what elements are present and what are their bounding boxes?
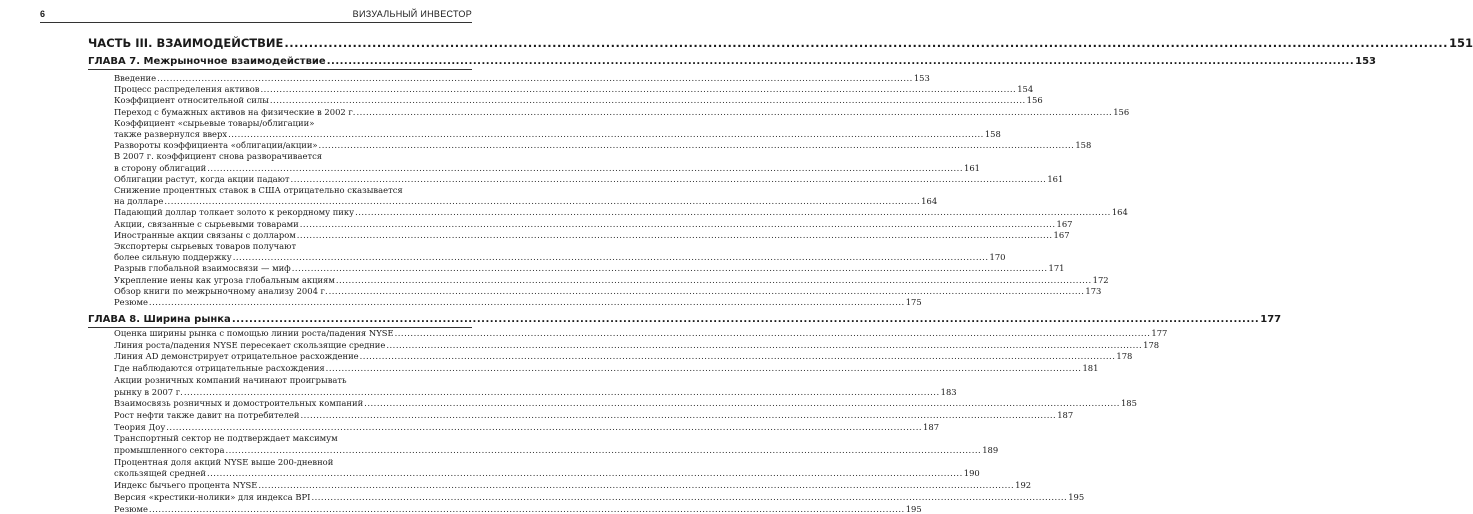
- toc-chapter-title: ГЛАВА 8. Ширина рынка: [88, 314, 231, 325]
- toc-entry-page: 153: [913, 73, 930, 83]
- toc-entry-page: 192: [1015, 480, 1032, 491]
- toc-entry: [114, 140, 1092, 151]
- toc-entry-title-continued: также развернулся вверх: [114, 129, 228, 139]
- toc-entry-title: Транспортный сектор не подтверждает максимум: [114, 433, 338, 444]
- toc-leader-dots: ...............................................................................................................................................................................................................................................: [207, 162, 964, 173]
- toc-leader-dots: ...............................................................................................................................................................................................................................................: [258, 480, 1015, 491]
- page-number: 6: [40, 9, 46, 19]
- toc-entry-page: 167: [1056, 218, 1073, 229]
- toc-entry: [114, 252, 1006, 263]
- toc-leader-dots: ...............................................................................................................................................................................................................................................: [355, 207, 1111, 218]
- toc-entry-title-continued: более сильную поддержку: [114, 252, 232, 263]
- toc-entry-title: Акции, связанные с сырьевыми товарами: [114, 218, 299, 229]
- toc-entry: [114, 480, 1032, 491]
- toc-entry-page: 189: [982, 445, 999, 455]
- toc-entry-title-continued: рынку в 2007 г.: [114, 386, 183, 397]
- toc-leader-dots: ...............................................................................................................................................................................................................................................: [157, 73, 913, 83]
- toc-leader-dots: ...............................................................................................................................................................................................................................................: [335, 274, 1092, 285]
- toc-entry-page: 158: [1075, 140, 1092, 151]
- toc-entry-title: Процесс распределения активов: [114, 84, 260, 95]
- toc-entry-title: Коэффициент «сырьевые товары/облигации»: [114, 117, 315, 128]
- toc-leader-dots: ...............................................................................................................................................................................................................................................: [284, 36, 1448, 50]
- toc-entry: [114, 196, 938, 207]
- toc-leader-dots: ...............................................................................................................................................................................................................................................: [183, 386, 940, 397]
- toc-leader-dots: ...............................................................................................................................................................................................................................................: [296, 229, 1053, 240]
- running-header: [40, 9, 472, 23]
- toc-entry-title-continued: в сторону облигаций: [114, 162, 207, 173]
- toc-entry-title: В 2007 г. коэффициент снова разворачивается: [114, 151, 323, 162]
- toc-leader-dots: ...............................................................................................................................................................................................................................................: [394, 328, 1151, 338]
- toc-entry: [114, 351, 1133, 362]
- toc-entry: [114, 409, 1074, 420]
- toc-entry-title: Резюме: [114, 503, 148, 514]
- toc-entry-page: 164: [1111, 207, 1128, 218]
- toc-entry-title: Рост нефти также давит на потребителей: [114, 409, 300, 420]
- toc-entry-page: 175: [905, 297, 922, 307]
- toc-entry: [114, 173, 1064, 184]
- toc-entry-page: 164: [921, 196, 938, 207]
- toc-leader-dots: ...............................................................................................................................................................................................................................................: [386, 339, 1143, 350]
- toc-part-title: ЧАСТЬ III. ВЗАИМОДЕЙСТВИЕ: [88, 36, 284, 50]
- toc-entry: [114, 491, 1085, 502]
- toc-entry-page: 195: [905, 503, 922, 514]
- toc-entry-page: 195: [1068, 491, 1085, 502]
- toc-entry-title: Теория Доу: [114, 421, 166, 432]
- toc-entry-page: 178: [1116, 351, 1133, 362]
- toc-leader-dots: ...............................................................................................................................................................................................................................................: [260, 84, 1017, 95]
- toc-entry-page: 172: [1092, 274, 1109, 285]
- toc-leader-dots: ...............................................................................................................................................................................................................................................: [164, 196, 921, 207]
- toc-leader-dots: ...............................................................................................................................................................................................................................................: [291, 263, 1048, 274]
- toc-leader-dots: ...............................................................................................................................................................................................................................................: [300, 409, 1057, 420]
- toc-chapter-title: ГЛАВА 7. Межрыночное взаимодействие: [88, 56, 326, 67]
- toc-entry-page: 161: [1047, 173, 1064, 184]
- toc-entry: [114, 73, 930, 83]
- toc-entry-title: Линия роста/падения NYSE пересекает скользящие средние: [114, 339, 386, 350]
- toc-chapter-8: [88, 314, 1282, 325]
- toc-entry-title: Индекс бычьего процента NYSE: [114, 480, 258, 491]
- header-rule: [40, 22, 472, 23]
- toc-entry: [114, 339, 1160, 350]
- toc-entry-title: Укрепление иены как угроза глобальным акциям: [114, 274, 335, 285]
- toc-entry-page: 185: [1120, 398, 1137, 409]
- toc-entry: [114, 263, 1065, 274]
- toc-entry-title: Иностранные акции связаны с долларом: [114, 229, 296, 240]
- toc-leader-dots: ...............................................................................................................................................................................................................................................: [299, 218, 1056, 229]
- toc-entry: [114, 229, 1070, 240]
- toc-entry-page: 158: [984, 129, 1001, 139]
- toc-leader-dots: ...............................................................................................................................................................................................................................................: [148, 503, 905, 514]
- toc-entry-title: Облигации растут, когда акции падают: [114, 173, 290, 184]
- toc-leader-dots: ...............................................................................................................................................................................................................................................: [318, 140, 1075, 151]
- toc-entry-title: Оценка ширины рынка с помощью линии роста/падения NYSE: [114, 328, 394, 338]
- toc-chapter-page: 153: [1355, 56, 1377, 67]
- toc-entry-page: 156: [1113, 106, 1130, 117]
- toc-entry-page: 154: [1017, 84, 1034, 95]
- toc-entry: [114, 162, 981, 173]
- toc-entry: [114, 285, 1102, 296]
- toc-leader-dots: ...............................................................................................................................................................................................................................................: [290, 173, 1047, 184]
- toc-entry-page: 156: [1026, 95, 1043, 106]
- toc-entry: [114, 95, 1043, 106]
- toc-entry-title: Снижение процентных ставок в США отрицательно сказывается: [114, 185, 403, 195]
- toc-leader-dots: ...............................................................................................................................................................................................................................................: [232, 252, 989, 263]
- toc-entry-title: Где наблюдаются отрицательные расхождения: [114, 363, 325, 374]
- toc-leader-dots: ...............................................................................................................................................................................................................................................: [311, 491, 1068, 502]
- toc-part-entry: [88, 36, 1473, 50]
- toc-entry-title: Падающий доллар толкает золото к рекордному пику: [114, 207, 355, 218]
- toc-entry: [114, 297, 922, 307]
- toc-entry: [114, 421, 940, 432]
- toc-entry-title-continued: промышленного сектора: [114, 445, 225, 455]
- toc-entry: [114, 445, 999, 455]
- toc-leader-dots: ...............................................................................................................................................................................................................................................: [148, 297, 905, 307]
- toc-entry-title: Резюме: [114, 297, 148, 307]
- toc-entry: [114, 207, 1128, 218]
- toc-leader-dots: ...............................................................................................................................................................................................................................................: [228, 129, 984, 139]
- toc-entry-title: Введение: [114, 73, 157, 83]
- toc-entry-page: 181: [1082, 363, 1099, 374]
- toc-entry: [114, 468, 980, 479]
- toc-entry: [114, 363, 1099, 374]
- toc-entry: [114, 398, 1137, 409]
- toc-entry-page: 171: [1048, 263, 1065, 274]
- toc-leader-dots: ...............................................................................................................................................................................................................................................: [269, 95, 1026, 106]
- toc-entry-page: 190: [963, 468, 980, 479]
- toc-chapter-7: [88, 56, 1377, 67]
- toc-entry-title: Экспортеры сырьевых товаров получают: [114, 241, 297, 251]
- toc-entry: [114, 218, 1073, 229]
- toc-leader-dots: ...............................................................................................................................................................................................................................................: [356, 106, 1113, 117]
- toc-entry-title: Переход с бумажных активов на физические в 2002 г.: [114, 106, 356, 117]
- toc-leader-dots: ...............................................................................................................................................................................................................................................: [166, 421, 923, 432]
- toc-leader-dots: ...............................................................................................................................................................................................................................................: [359, 351, 1116, 362]
- toc-leader-dots: ...............................................................................................................................................................................................................................................: [364, 398, 1120, 409]
- toc-entry-page: 167: [1053, 229, 1070, 240]
- toc-entry: [114, 84, 1034, 95]
- toc-leader-dots: ...............................................................................................................................................................................................................................................: [325, 363, 1082, 374]
- toc-entry: [114, 328, 1168, 338]
- toc-entry-page: 183: [940, 386, 957, 397]
- running-title: ВИЗУАЛЬНЫЙ ИНВЕСТОР: [352, 9, 472, 19]
- toc-leader-dots: ...............................................................................................................................................................................................................................................: [328, 285, 1085, 296]
- toc-entry-page: 178: [1143, 339, 1160, 350]
- toc-entry-title: Разрыв глобальной взаимосвязи — миф: [114, 263, 291, 274]
- toc-entry-title-continued: скользящей средней: [114, 468, 206, 479]
- toc-entry-page: 170: [989, 252, 1006, 263]
- chapter-7-rule: [88, 69, 472, 70]
- toc-leader-dots: ...............................................................................................................................................................................................................................................: [326, 56, 1355, 67]
- toc-entry-title: Акции розничных компаний начинают проигрывать: [114, 374, 347, 385]
- toc-entry-page: 187: [923, 421, 940, 432]
- toc-chapter-page: 177: [1260, 314, 1282, 325]
- toc-entry-page: 187: [1057, 409, 1074, 420]
- toc-entry-page: 173: [1085, 285, 1102, 296]
- toc-leader-dots: ...............................................................................................................................................................................................................................................: [225, 445, 982, 455]
- toc-entry-title: Взаимосвязь розничных и домостроительных компаний: [114, 398, 364, 409]
- toc-entry-title: Версия «крестики-нолики» для индекса BPI: [114, 491, 311, 502]
- toc-entry: [114, 386, 957, 397]
- toc-entry: [114, 503, 922, 514]
- toc-entry-title: Линия AD демонстрирует отрицательное расхождение: [114, 351, 359, 362]
- toc-entry: [114, 106, 1130, 117]
- toc-part-page: 151: [1449, 36, 1473, 50]
- toc-entry-page: 161: [964, 162, 981, 173]
- toc-entry-title: Обзор книги по межрыночному анализу 2004 г.: [114, 285, 328, 296]
- toc-entry: [114, 274, 1109, 285]
- toc-leader-dots: ...............................................................................................................................................................................................................................................: [206, 468, 963, 479]
- toc-entry-page: 177: [1151, 328, 1168, 338]
- toc-entry-title: Процентная доля акций NYSE выше 200-дневной: [114, 456, 334, 467]
- toc-entry-title: Коэффициент относительной силы: [114, 95, 269, 106]
- toc-leader-dots: ...............................................................................................................................................................................................................................................: [231, 314, 1260, 325]
- toc-entry-title-continued: на долларе: [114, 196, 164, 207]
- toc-entry: [114, 129, 1001, 139]
- toc-entry-title: Развороты коэффициента «облигации/акции»: [114, 140, 318, 151]
